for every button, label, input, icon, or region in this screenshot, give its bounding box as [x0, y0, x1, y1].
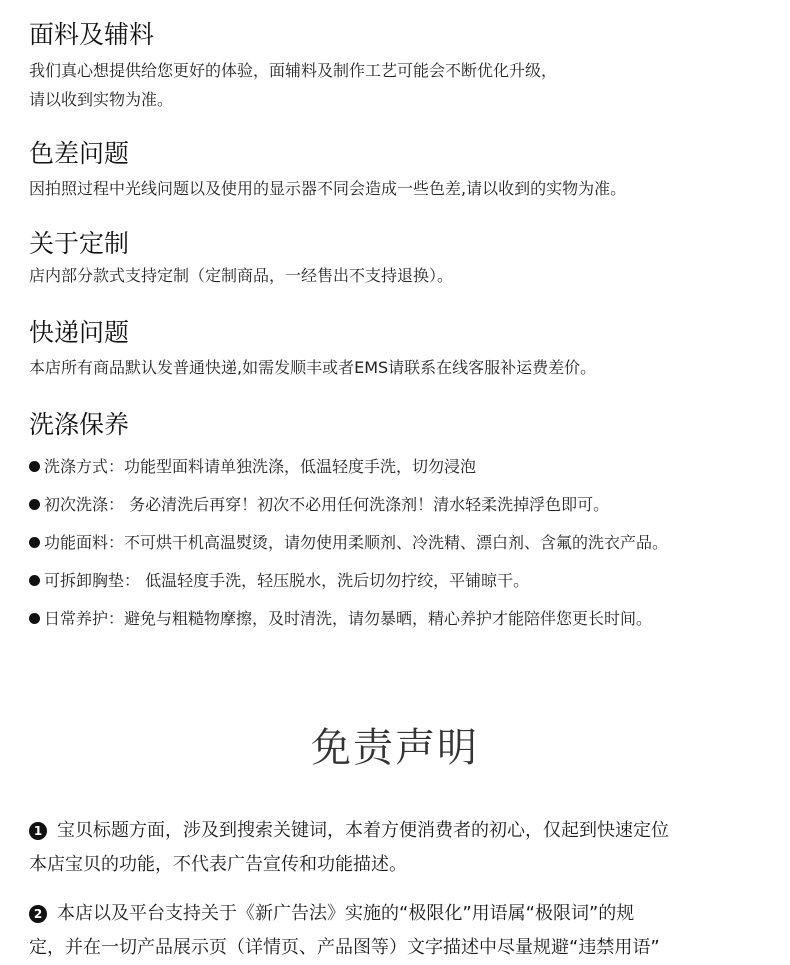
disclaimer-heading: 免责声明 — [311, 725, 479, 771]
disclaimer-item-1-line1: 宝贝标题方面，涉及到搜索关键词，本着方便消费者的初心，仅起到快速定位 — [57, 820, 669, 841]
care-item-text: 日常养护：避免与粗糙物摩擦，及时清洗，请勿暴晒，精心养护才能陪伴您更长时间。 — [44, 609, 653, 628]
care-item — [29, 562, 769, 600]
bullet-icon — [29, 461, 40, 472]
custom-order-text: 店内部分款式支持定制（定制商品，一经售出不支持退换）。 — [29, 266, 454, 285]
care-title: 洗涤保养 — [29, 410, 130, 439]
fabric-text-line1: 我们真心想提供给您更好的体验，面辅料及制作工艺可能会不断优化升级， — [29, 61, 558, 80]
bullet-icon — [29, 499, 40, 510]
care-item-text: 功能面料：不可烘干机高温熨烫，请勿使用柔顺剂、冷洗精、漂白剂、含氟的洗衣产品。 — [44, 533, 669, 552]
color-difference-title: 色差问题 — [29, 139, 130, 168]
disclaimer-item-2 — [29, 897, 764, 965]
disclaimer-item-2-line1: 本店以及平台支持关于《新广告法》实施的“极限化”用语属“极限词”的规 — [57, 903, 635, 924]
number-two-icon: 2 — [29, 905, 47, 923]
care-section — [29, 410, 769, 638]
number-one-icon: 1 — [29, 822, 47, 840]
bullet-icon — [29, 537, 40, 548]
shipping-section — [29, 318, 769, 382]
care-item — [29, 600, 769, 638]
care-item — [29, 524, 769, 562]
disclaimer-item-2-line2: 定，并在一切产品展示页（详情页、产品图等）文字描述中尽量规避“违禁用语” — [29, 937, 660, 958]
fabric-text-line2: 请以收到实物为准。 — [29, 90, 174, 109]
color-difference-text: 因拍照过程中光线问题以及使用的显示器不同会造成一些色差,请以收到的实物为准。 — [29, 179, 627, 198]
fabric-section — [29, 20, 769, 114]
care-list — [29, 448, 769, 638]
care-item-text: 洗涤方式：功能型面料请单独洗涤，低温轻度手洗，切勿浸泡 — [44, 457, 477, 476]
care-item-text: 可拆卸胸垫： 低温轻度手洗，轻压脱水，洗后切勿拧绞，平铺晾干。 — [44, 571, 530, 590]
care-item — [29, 486, 769, 524]
shipping-text: 本店所有商品默认发普通快递,如需发顺丰或者EMS请联系在线客服补运费差价。 — [29, 358, 597, 377]
custom-order-title: 关于定制 — [29, 229, 130, 258]
bullet-icon — [29, 613, 40, 624]
color-difference-section — [29, 139, 769, 203]
shipping-title: 快递问题 — [29, 318, 130, 347]
disclaimer-item-1 — [29, 814, 764, 882]
custom-order-section — [29, 229, 769, 290]
care-item-text: 初次洗涤： 务必清洗后再穿！初次不必用任何洗涤剂！清水轻柔洗掉浮色即可。 — [44, 495, 610, 514]
bullet-icon — [29, 575, 40, 586]
care-item — [29, 448, 769, 486]
fabric-title: 面料及辅料 — [29, 20, 155, 49]
disclaimer-item-1-line2: 本店宝贝的功能，不代表广告宣传和功能描述。 — [29, 854, 407, 875]
